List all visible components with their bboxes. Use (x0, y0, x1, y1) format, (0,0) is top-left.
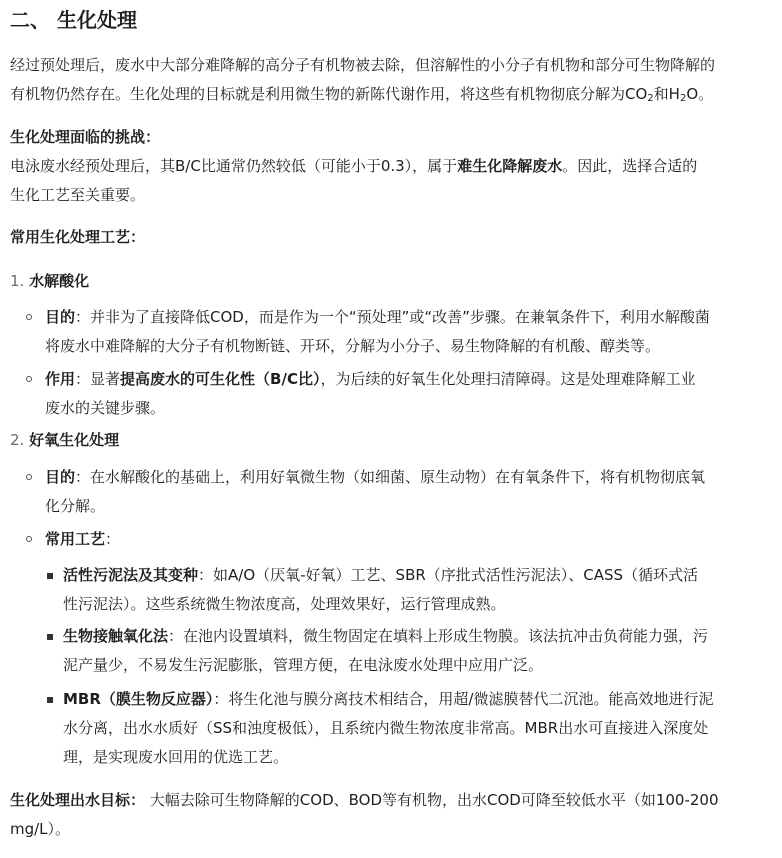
sub2-label: 生物接触氧化法 (63, 627, 169, 645)
item1-effect-post: ，为后续的好氧生化处理扫清障碍。这是处理难降解工业 (320, 370, 696, 388)
item1-purpose-label: 目的 (45, 308, 76, 326)
list-item-1 (10, 267, 772, 296)
h2o-subscript: 2 (679, 93, 687, 104)
sub2-line-1 (63, 622, 772, 651)
sub-item-mbr (63, 685, 772, 772)
list-item-2 (10, 426, 772, 455)
intro-line-1: 经过预处理后，废水中大部分难降解的高分子有机物被去除，但溶解性的小分子有机物和部分可生物降解的 (10, 56, 716, 74)
sub2-line-2: 泥产量少，不易发生污泥膨胀，管理方便，在电泳废水处理中应用广泛。 (63, 656, 544, 674)
target-paragraph (10, 786, 772, 844)
intro-line-2-text: 有机物仍然存在。生化处理的目标就是利用微生物的新陈代谢作用，将这些有机物彻底分解为CO (10, 85, 648, 103)
challenge-strong: 难生化降解废水 (457, 157, 563, 175)
list-number-1: 1. (10, 272, 25, 290)
item2-purpose-line-2: 化分解。 (45, 497, 106, 515)
item2-purpose-line-1 (45, 463, 772, 492)
sub2-text-1: ：在池内设置填料，微生物固定在填料上形成生物膜。该法抗冲击负荷能力强，污 (168, 627, 709, 645)
item1-effect-line-2: 废水的关键步骤。 (45, 399, 166, 417)
sub3-line-3: 理，是实现废水回用的优选工艺。 (63, 748, 289, 766)
target-text-1: 大幅去除可生物降解的COD、BOD等有机物，出水COD可降至较低水平（如100-200 (145, 791, 719, 809)
item1-purpose-line-1 (45, 303, 772, 332)
item1-effect-strong: 提高废水的可生化性（B/C比） (120, 370, 321, 388)
item2-common-colon: ： (105, 530, 121, 548)
challenge-line-1 (10, 152, 772, 181)
item1-effect-label: 作用 (45, 370, 76, 388)
item2-common (45, 525, 772, 554)
item2-purpose-label: 目的 (45, 468, 76, 486)
item1-purpose-text-1: ：并非为了直接降低COD，而是作为一个“预处理”或“改善”步骤。在兼氧条件下，利用水解酸菌 (75, 308, 710, 326)
bullet-square-icon (47, 573, 53, 579)
intro-line-2-mid: 和H (653, 85, 680, 103)
sub3-line-2: 水分离，出水水质好（SS和浊度极低），且系统内微生物浓度非常高。MBR出水可直接进入深度处 (63, 719, 709, 737)
bullet-square-icon (47, 634, 53, 640)
bullet-circle-icon (26, 536, 32, 542)
challenge-heading: 生化处理面临的挑战： (10, 128, 161, 146)
item1-purpose (45, 303, 772, 361)
sub-item-contact-oxidation (63, 622, 772, 680)
sub1-line-1 (63, 561, 772, 590)
processes-heading: 常用生化处理工艺： (10, 228, 146, 246)
list-item-2-title: 好氧生化处理 (29, 431, 120, 449)
sub-item-activated-sludge (63, 561, 772, 619)
bullet-circle-icon (26, 376, 32, 382)
challenge-paragraph (10, 123, 772, 210)
item1-effect (45, 365, 772, 423)
target-line-1 (10, 786, 772, 815)
target-label: 生化处理出水目标： (10, 791, 146, 809)
item1-effect-pre: ：显著 (75, 370, 121, 388)
list-number-2: 2. (10, 431, 25, 449)
sub1-text-1: ：如A/O（厌氧-好氧）工艺、SBR（序批式活性污泥法）、CASS（循环式活 (198, 566, 699, 584)
sub3-line-1 (63, 685, 772, 714)
bullet-square-icon (47, 697, 53, 703)
target-line-2: mg/L）。 (10, 820, 71, 838)
intro-line-2 (10, 80, 772, 113)
sub1-line-2: 性污泥法）。这些系统微生物浓度高，处理效果好，运行管理成熟。 (63, 595, 506, 613)
challenge-line-2: 生化工艺至关重要。 (10, 186, 146, 204)
section-title: 二、 生化处理 (10, 8, 137, 32)
bullet-circle-icon (26, 474, 32, 480)
item2-common-label: 常用工艺 (45, 530, 106, 548)
item1-effect-line-1 (45, 365, 772, 394)
challenge-text-1: 电泳废水经预处理后，其B/C比通常仍然较低（可能小于0.3），属于 (10, 157, 458, 175)
list-item-1-title: 水解酸化 (29, 272, 90, 290)
sub3-label: MBR（膜生物反应器） (63, 690, 214, 708)
challenge-text-2: 。因此，选择合适的 (562, 157, 698, 175)
item1-purpose-line-2: 将废水中难降解的大分子有机物断链、开环，分解为小分子、易生物降解的有机酸、醇类等。 (45, 337, 661, 355)
item2-purpose-text-1: ：在水解酸化的基础上，利用好氧微生物（如细菌、原生动物）在有氧条件下，将有机物彻底氧 (75, 468, 706, 486)
item2-purpose (45, 463, 772, 521)
bullet-circle-icon (26, 314, 32, 320)
sub1-label: 活性污泥法及其变种 (63, 566, 199, 584)
intro-paragraph (10, 51, 772, 113)
co2-subscript: 2 (647, 93, 654, 104)
intro-line-2-end: O。 (686, 85, 714, 103)
sub3-text-1: ：将生化池与膜分离技术相结合，用超/微滤膜替代二沉池。能高效地进行泥 (213, 690, 714, 708)
